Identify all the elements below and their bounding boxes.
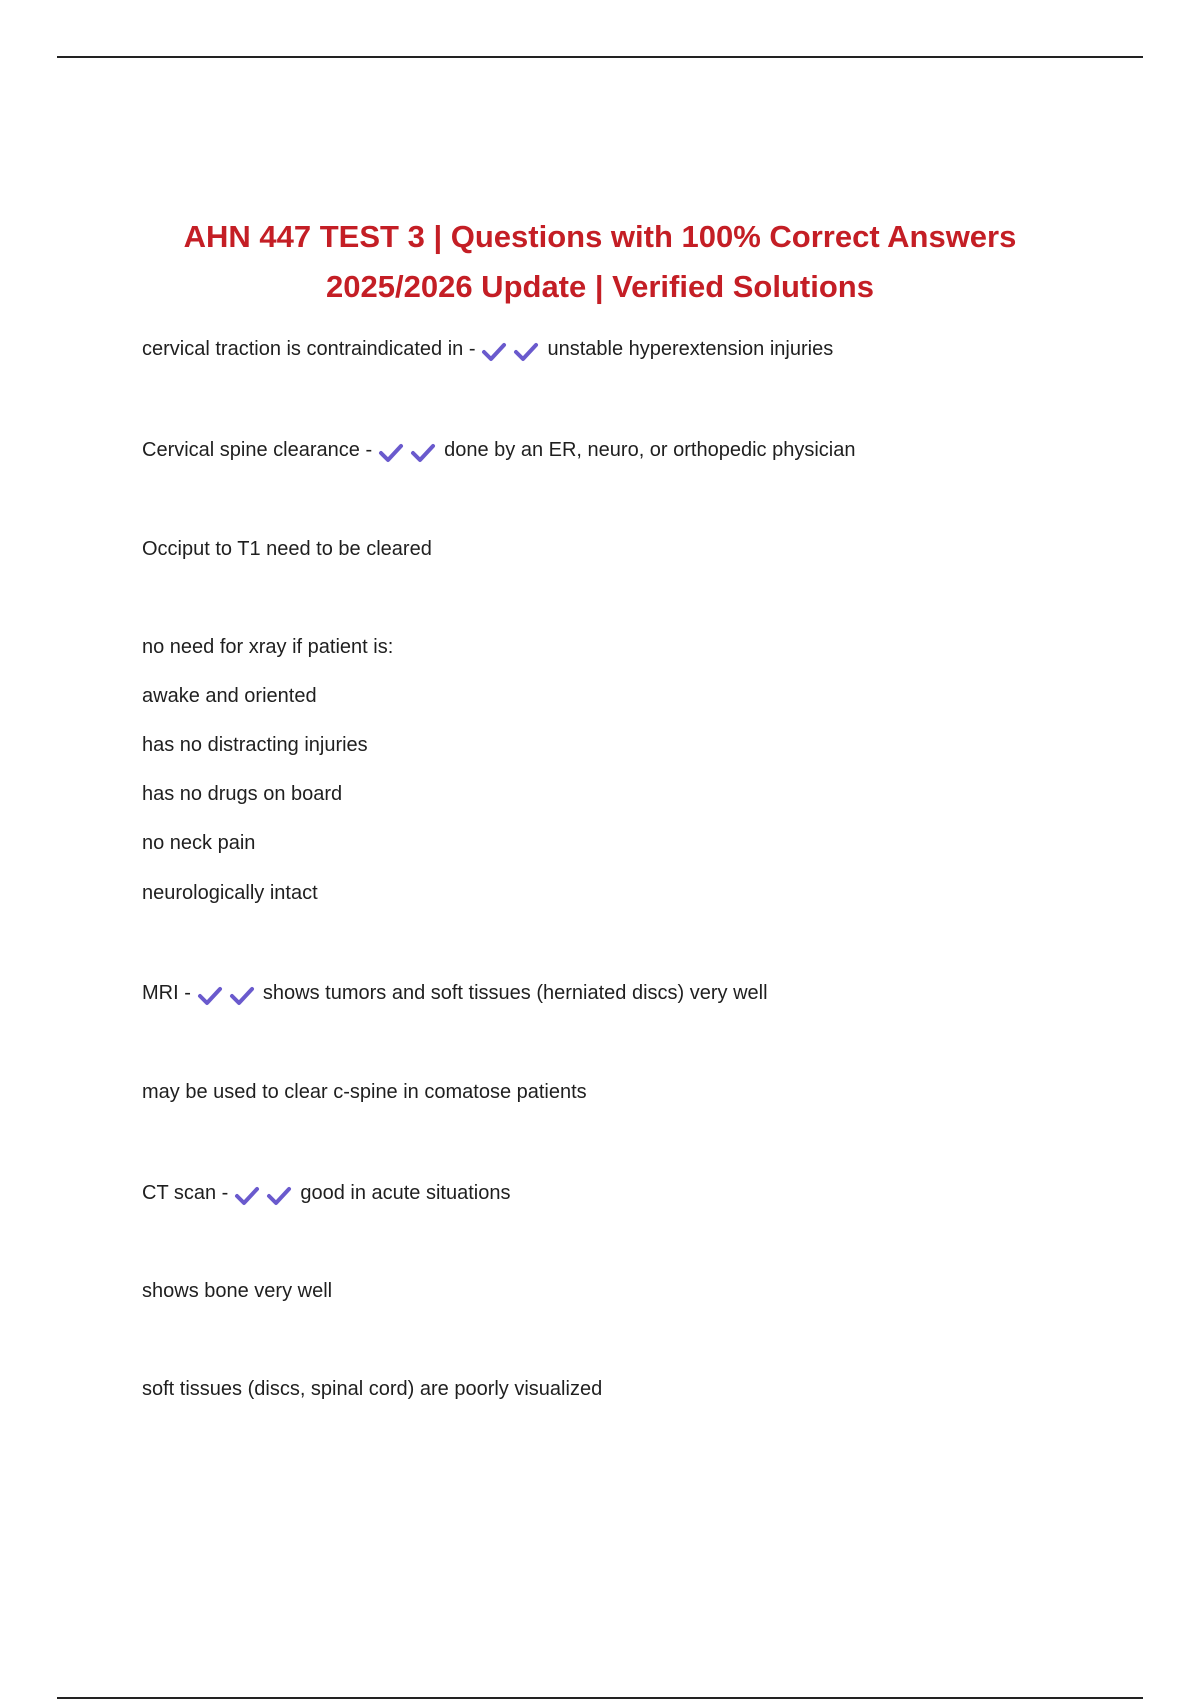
answer-marker (378, 440, 442, 462)
question-text: cervical traction is contraindicated in - (142, 338, 476, 360)
answer-marker (481, 339, 545, 361)
header-rule (57, 56, 1143, 58)
check-icon (410, 442, 436, 464)
answer-line: no need for xray if patient is: (142, 636, 394, 658)
check-icon (197, 985, 223, 1007)
footer-rule (57, 1697, 1143, 1699)
answer-line: has no drugs on board (142, 783, 343, 805)
answer-marker (234, 1183, 298, 1205)
answer-text: shows tumors and soft tissues (herniated discs) very well (262, 982, 768, 1004)
qa-entry-traction (142, 336, 833, 362)
answer-line: Occiput to T1 need to be cleared (142, 538, 432, 560)
check-icon (229, 985, 255, 1007)
document-title-line-2: 2025/2026 Update | Verified Solutions (326, 269, 874, 304)
answer-line: no neck pain (142, 832, 256, 854)
check-icon (266, 1185, 292, 1207)
check-icon (481, 341, 507, 363)
question-text: CT scan - (142, 1182, 229, 1204)
qa-entry-ct-scan (142, 1180, 510, 1206)
check-icon (378, 442, 404, 464)
check-icon (234, 1185, 260, 1207)
qa-entry-mri (142, 980, 768, 1006)
answer-line: neurologically intact (142, 882, 318, 904)
qa-entry-cspine-clearance (142, 437, 855, 463)
answer-line: awake and oriented (142, 685, 317, 707)
check-icon (513, 341, 539, 363)
question-text: MRI - (142, 982, 191, 1004)
answer-marker (197, 983, 261, 1005)
answer-line: has no distracting injuries (142, 734, 368, 756)
document-title-line-1: AHN 447 TEST 3 | Questions with 100% Correct Answers (183, 219, 1017, 254)
answer-text: good in acute situations (300, 1182, 511, 1204)
question-text: Cervical spine clearance - (142, 439, 373, 461)
answer-text: unstable hyperextension injuries (547, 338, 834, 360)
answer-line: soft tissues (discs, spinal cord) are poorly visualized (142, 1378, 603, 1400)
answer-text: done by an ER, neuro, or orthopedic physician (444, 439, 856, 461)
answer-line: shows bone very well (142, 1280, 333, 1302)
answer-line: may be used to clear c-spine in comatose patients (142, 1081, 587, 1103)
